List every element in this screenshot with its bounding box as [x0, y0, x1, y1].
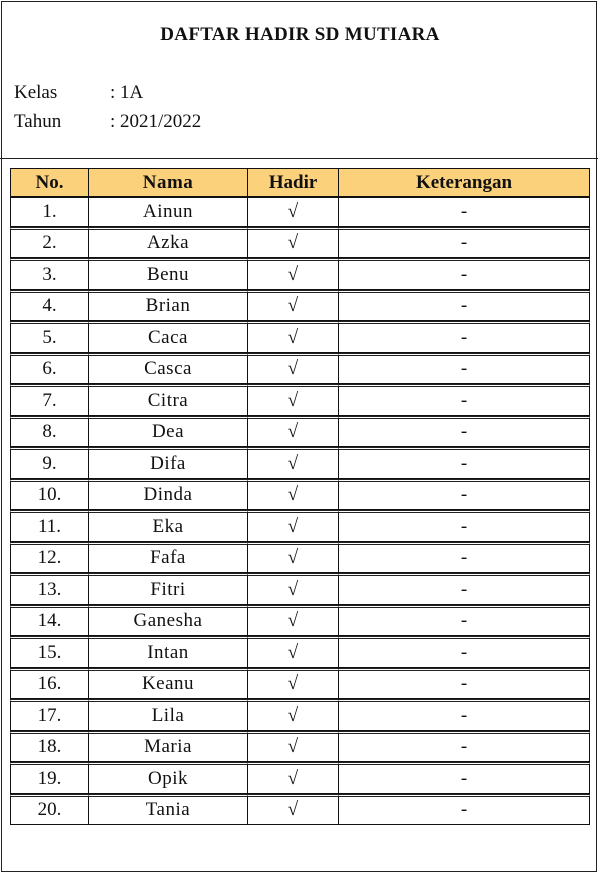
attendance-check: √ [248, 258, 339, 290]
table-row [10, 605, 590, 637]
table-row [10, 290, 590, 322]
header-no: No. [10, 168, 89, 197]
student-name: Maria [89, 731, 248, 763]
header-hadir: Hadir [248, 168, 339, 197]
attendance-check: √ [248, 668, 339, 700]
row-number: 15. [10, 636, 89, 668]
student-name: Benu [89, 258, 248, 290]
student-name: Brian [89, 290, 248, 322]
student-name: Dea [89, 416, 248, 448]
table-row [10, 510, 590, 542]
remarks: - [339, 447, 590, 479]
student-name: Opik [89, 762, 248, 794]
student-name: Dinda [89, 479, 248, 511]
student-name: Eka [89, 510, 248, 542]
row-number: 16. [10, 668, 89, 700]
row-number: 2. [10, 227, 89, 259]
student-name: Fitri [89, 573, 248, 605]
table-row [10, 227, 590, 259]
separator-line [0, 158, 598, 159]
remarks: - [339, 762, 590, 794]
attendance-check: √ [248, 699, 339, 731]
attendance-check: √ [248, 794, 339, 826]
row-number: 17. [10, 699, 89, 731]
remarks: - [339, 636, 590, 668]
student-name: Casca [89, 353, 248, 385]
remarks: - [339, 416, 590, 448]
row-number: 11. [10, 510, 89, 542]
row-number: 7. [10, 384, 89, 416]
attendance-check: √ [248, 542, 339, 574]
table-row [10, 321, 590, 353]
kelas-value: : 1A [110, 82, 144, 103]
attendance-check: √ [248, 731, 339, 763]
row-number: 6. [10, 353, 89, 385]
table-row [10, 258, 590, 290]
attendance-table [10, 168, 590, 825]
row-number: 9. [10, 447, 89, 479]
kelas-row [14, 82, 143, 104]
table-row [10, 636, 590, 668]
student-name: Ganesha [89, 605, 248, 637]
student-name: Azka [89, 227, 248, 259]
student-name: Fafa [89, 542, 248, 574]
table-row [10, 762, 590, 794]
remarks: - [339, 510, 590, 542]
tahun-label: Tahun [14, 111, 62, 132]
remarks: - [339, 794, 590, 826]
student-name: Ainun [89, 197, 248, 227]
row-number: 8. [10, 416, 89, 448]
remarks: - [339, 668, 590, 700]
remarks: - [339, 731, 590, 763]
attendance-check: √ [248, 384, 339, 416]
attendance-check: √ [248, 605, 339, 637]
remarks: - [339, 353, 590, 385]
row-number: 14. [10, 605, 89, 637]
row-number: 18. [10, 731, 89, 763]
remarks: - [339, 699, 590, 731]
tahun-row [14, 111, 201, 133]
attendance-check: √ [248, 479, 339, 511]
header-nama: Nama [89, 168, 248, 197]
attendance-check: √ [248, 510, 339, 542]
student-name: Citra [89, 384, 248, 416]
table-body [10, 197, 590, 825]
attendance-check: √ [248, 227, 339, 259]
page-title: DAFTAR HADIR SD MUTIARA [160, 24, 440, 45]
table-row [10, 384, 590, 416]
student-name: Lila [89, 699, 248, 731]
row-number: 5. [10, 321, 89, 353]
attendance-check: √ [248, 636, 339, 668]
row-number: 10. [10, 479, 89, 511]
student-name: Difa [89, 447, 248, 479]
attendance-check: √ [248, 762, 339, 794]
table-row [10, 668, 590, 700]
attendance-check: √ [248, 447, 339, 479]
student-name: Intan [89, 636, 248, 668]
row-number: 1. [10, 197, 89, 227]
table-row [10, 197, 590, 227]
remarks: - [339, 197, 590, 227]
table-row [10, 699, 590, 731]
attendance-check: √ [248, 353, 339, 385]
remarks: - [339, 227, 590, 259]
student-name: Tania [89, 794, 248, 826]
table-row [10, 447, 590, 479]
student-name: Keanu [89, 668, 248, 700]
table-row [10, 794, 590, 826]
table-row [10, 573, 590, 605]
attendance-check: √ [248, 290, 339, 322]
tahun-value: : 2021/2022 [110, 111, 202, 132]
row-number: 4. [10, 290, 89, 322]
remarks: - [339, 479, 590, 511]
remarks: - [339, 573, 590, 605]
row-number: 19. [10, 762, 89, 794]
remarks: - [339, 542, 590, 574]
table-row [10, 416, 590, 448]
table-row [10, 542, 590, 574]
remarks: - [339, 605, 590, 637]
attendance-check: √ [248, 321, 339, 353]
row-number: 13. [10, 573, 89, 605]
remarks: - [339, 258, 590, 290]
remarks: - [339, 384, 590, 416]
table-header-row [10, 168, 590, 197]
remarks: - [339, 290, 590, 322]
remarks: - [339, 321, 590, 353]
student-name: Caca [89, 321, 248, 353]
attendance-check: √ [248, 416, 339, 448]
row-number: 3. [10, 258, 89, 290]
header-keterangan: Keterangan [339, 168, 590, 197]
row-number: 12. [10, 542, 89, 574]
table-row [10, 353, 590, 385]
table-row [10, 731, 590, 763]
table-row [10, 479, 590, 511]
attendance-check: √ [248, 197, 339, 227]
kelas-label: Kelas [14, 82, 58, 103]
attendance-check: √ [248, 573, 339, 605]
row-number: 20. [10, 794, 89, 826]
